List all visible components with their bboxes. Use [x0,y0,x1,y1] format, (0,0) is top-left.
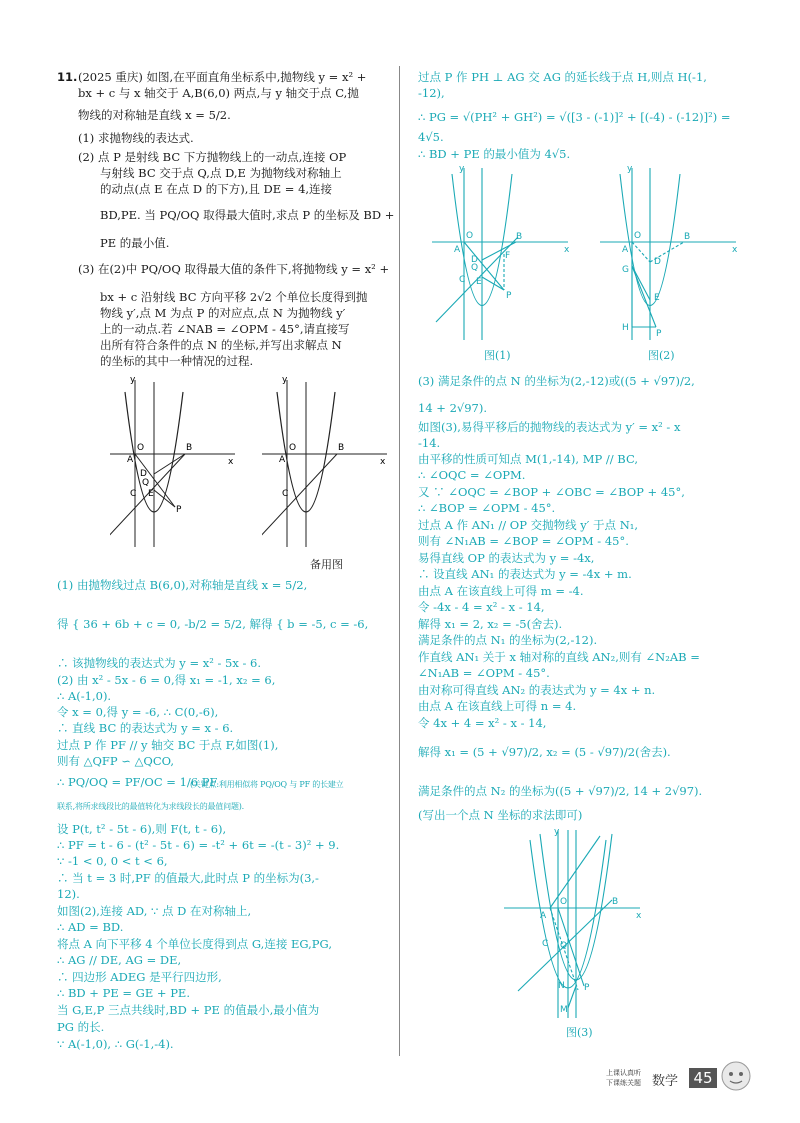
svg-text:E: E [476,277,482,287]
answer-line: 过点 P 作 PF // y 轴交 BC 于点 F,如图(1), [57,738,279,752]
answer-line: 如图(3),易得平移后的抛物线的表达式为 y′ = x² - x [418,420,681,434]
svg-text:F: F [505,251,511,261]
svg-text:B: B [338,443,345,453]
backup-figure [262,372,392,550]
answer-line: -14. [418,436,441,450]
question-line: (3) 在(2)中 PQ/OQ 取得最大值的条件下,将抛物线 y = x² + [78,262,390,276]
answer-line: 易得直线 OP 的表达式为 y = -4x, [418,551,595,565]
svg-text:A: A [622,245,629,255]
answer-line: 将点 A 向下平移 4 个单位长度得到点 G,连接 EG,PG, [57,937,332,951]
answer-line: 由点 A 在该直线上可得 m = -4. [418,584,584,598]
answer-line: (写出一个点 N 坐标的求法即可) [418,808,583,822]
svg-text:C: C [130,489,137,499]
answer-line: 由点 A 在该直线上可得 n = 4. [418,699,577,713]
answer-line: 由对称可得直线 AN₂ 的表达式为 y = 4x + n. [418,683,656,697]
svg-text:D: D [140,469,147,479]
question-line: 与射线 BC 交于点 Q,点 D,E 为抛物线对称轴上 [100,166,342,180]
question-line: 物线 y′,点 M 为点 P 的对应点,点 N 为抛物线 y′ [100,306,346,320]
svg-text:B: B [612,897,619,907]
svg-text:y: y [554,827,560,837]
figure-3-caption: 图(3) [566,1026,593,1039]
answer-note: (关键点:利用相似将 PQ/OQ 与 PF 的长建立 [190,780,344,789]
svg-text:Q: Q [142,478,150,488]
svg-text:O: O [466,231,474,241]
figure-2 [596,162,746,344]
answer-line: ∴ PF = t - 6 - (t² - 5t - 6) = -t² + 6t = -(t - 3)² + 9. [57,838,340,852]
svg-text:y: y [627,164,633,174]
footer-slogan-top: 上课认真听 [606,1069,641,1077]
answer-line: ∴ A(-1,0). [57,689,112,703]
question-line: (1) 求抛物线的表达式. [78,131,194,145]
answer-line: 又 ∵ ∠OQC = ∠BOP + ∠OBC = ∠BOP + 45°, [418,485,685,499]
question-line: 的动点(点 E 在点 D 的下方),且 DE = 4,连接 [100,182,333,196]
svg-text:P: P [176,505,182,515]
svg-text:A: A [540,911,547,921]
svg-text:B: B [516,232,523,242]
mascot-icon [718,1058,754,1094]
answer-line: 得 { 36 + 6b + c = 0, -b/2 = 5/2, 解得 { b = -5, c = -6, [57,617,369,631]
question-line: PE 的最小值. [100,236,170,250]
answer-line: 解得 x₁ = (5 + √97)/2, x₂ = (5 - √97)/2(舍去). [418,745,671,759]
answer-line: ∴ 四边形 ADEG 是平行四边形, [57,970,222,984]
page-number: 45 [689,1068,717,1088]
answer-line: ∴ PG = √(PH² + GH²) = √([3 - (-1)]² + [(-4) - (-12)]²) = [418,110,731,124]
figure-3 [500,826,660,1022]
svg-text:Q: Q [471,263,479,273]
svg-text:B: B [684,232,691,242]
answer-line: ∴ BD + PE = GE + PE. [57,986,190,1000]
svg-text:M: M [560,1005,568,1015]
answer-line: (3) 满足条件的点 N 的坐标为(2,-12)或((5 + √97)/2, [418,374,695,388]
answer-line: 当 G,E,P 三点共线时,BD + PE 的值最小,最小值为 [57,1003,320,1017]
answer-line: (2) 由 x² - 5x - 6 = 0,得 x₁ = -1, x₂ = 6, [57,673,276,687]
answer-line: (1) 由抛物线过点 B(6,0),对称轴是直线 x = 5/2, [57,578,308,592]
answer-line: ∴ 设直线 AN₁ 的表达式为 y = -4x + m. [418,567,632,581]
svg-text:O: O [289,443,297,453]
answer-line: -12), [418,86,445,100]
svg-text:y: y [130,375,136,385]
svg-text:B: B [186,443,193,453]
answer-line: ∵ A(-1,0), ∴ G(-1,-4). [57,1037,174,1051]
svg-text:Q: Q [560,941,568,951]
answer-line: 则有 ∠N₁AB = ∠BOP = ∠OPM - 45°. [418,534,629,548]
answer-note: 联系,将所求线段比的最值转化为求线段长的最值问题). [57,802,245,811]
answer-line: 满足条件的点 N₁ 的坐标为(2,-12). [418,633,598,647]
question-line: bx + c 沿射线 BC 方向平移 2√2 个单位长度得到抛 [100,290,368,304]
footer-subject: 数学 [652,1074,679,1089]
svg-text:H: H [622,323,629,333]
svg-text:P: P [656,329,662,339]
question-line: 出所有符合条件的点 N 的坐标,并写出求解点 N [100,338,342,352]
answer-line: ∴ BD + PE 的最小值为 4√5. [418,147,571,161]
question-number: 11. [57,70,78,84]
svg-text:D: D [654,257,661,267]
question-line: BD,PE. 当 PQ/OQ 取得最大值时,求点 P 的坐标及 BD + [100,208,395,222]
svg-text:N: N [558,981,565,991]
svg-text:P: P [506,291,512,301]
svg-text:y: y [459,164,465,174]
answer-line: 作直线 AN₁ 关于 x 轴对称的直线 AN₂,则有 ∠N₂AB = [418,650,700,664]
answer-line: 满足条件的点 N₂ 的坐标为((5 + √97)/2, 14 + 2√97). [418,784,703,798]
answer-line: ∴ ∠OQC = ∠OPM. [418,468,526,482]
question-line: (2) 点 P 是射线 BC 下方抛物线上的一动点,连接 OP [78,150,347,164]
question-line: (2025 重庆) 如图,在平面直角坐标系中,抛物线 y = x² + [78,70,367,84]
svg-text:D: D [471,255,478,265]
answer-line: ∴ AD = BD. [57,920,124,934]
svg-text:A: A [127,455,134,465]
svg-text:C: C [282,489,289,499]
answer-line: 解得 x₁ = 2, x₂ = -5(舍去). [418,617,563,631]
svg-text:C: C [542,939,549,949]
svg-text:E: E [148,489,154,499]
figure-2-caption: 图(2) [648,349,675,362]
answer-line: 4√5. [418,130,444,144]
svg-text:x: x [228,457,234,467]
svg-text:O: O [634,231,642,241]
answer-line: 12). [57,887,80,901]
answer-line: 如图(2),连接 AD, ∵ 点 D 在对称轴上, [57,904,252,918]
svg-text:A: A [454,245,461,255]
answer-line: ∴ 直线 BC 的表达式为 y = x - 6. [57,721,234,735]
svg-text:x: x [380,457,386,467]
answer-line: ∵ -1 < 0, 0 < t < 6, [57,854,168,868]
answer-line: 则有 △QFP ∽ △QCO, [57,754,175,768]
question-line: 上的一动点.若 ∠NAB = ∠OPM - 45°,请直接写 [100,322,350,336]
answer-line: ∴ ∠BOP = ∠OPM - 45°. [418,501,556,515]
answer-line: 令 x = 0,得 y = -6, ∴ C(0,-6), [57,705,219,719]
answer-line: 令 4x + 4 = x² - x - 14, [418,716,547,730]
answer-line: 过点 A 作 AN₁ // OP 交抛物线 y′ 于点 N₁, [418,518,639,532]
svg-text:G: G [622,265,629,275]
question-line: 物线的对称轴是直线 x = 5/2. [78,108,231,122]
column-divider [399,66,400,1056]
svg-text:E: E [654,293,660,303]
question-line: 的坐标的其中一种情况的过程. [100,354,254,368]
answer-line: ∴ 当 t = 3 时,PF 的值最大,此时点 P 的坐标为(3,- [57,871,319,885]
answer-line: 由平移的性质可知点 M(1,-14), MP // BC, [418,452,638,466]
answer-line: ∴ PQ/OQ = PF/OC = 1/6 PF [57,775,218,789]
svg-text:y: y [282,375,288,385]
footer-slogan-bottom: 下课练关题 [606,1079,641,1087]
answer-line: ∴ 该抛物线的表达式为 y = x² - 5x - 6. [57,656,262,670]
figure-1 [428,162,578,344]
backup-caption: 备用图 [310,558,343,571]
svg-text:P: P [584,983,590,993]
figure-1-caption: 图(1) [484,349,511,362]
question-figure [110,372,240,550]
svg-text:O: O [560,897,568,907]
question-line: bx + c 与 x 轴交于 A,B(6,0) 两点,与 y 轴交于点 C,抛 [78,86,359,100]
answer-line: 设 P(t, t² - 5t - 6),则 F(t, t - 6), [57,822,227,836]
svg-text:O: O [137,443,145,453]
svg-text:x: x [636,911,642,921]
answer-line: 过点 P 作 PH ⊥ AG 交 AG 的延长线于点 H,则点 H(-1, [418,70,707,84]
answer-line: PG 的长. [57,1020,105,1034]
answer-line: 令 -4x - 4 = x² - x - 14, [418,600,545,614]
svg-text:x: x [564,245,570,255]
answer-line: ∴ AG // DE, AG = DE, [57,953,182,967]
answer-line: ∠N₁AB = ∠OPM - 45°. [418,666,550,680]
answer-line: 14 + 2√97). [418,401,487,415]
svg-text:C: C [459,275,466,285]
svg-text:x: x [732,245,738,255]
svg-text:A: A [279,455,286,465]
